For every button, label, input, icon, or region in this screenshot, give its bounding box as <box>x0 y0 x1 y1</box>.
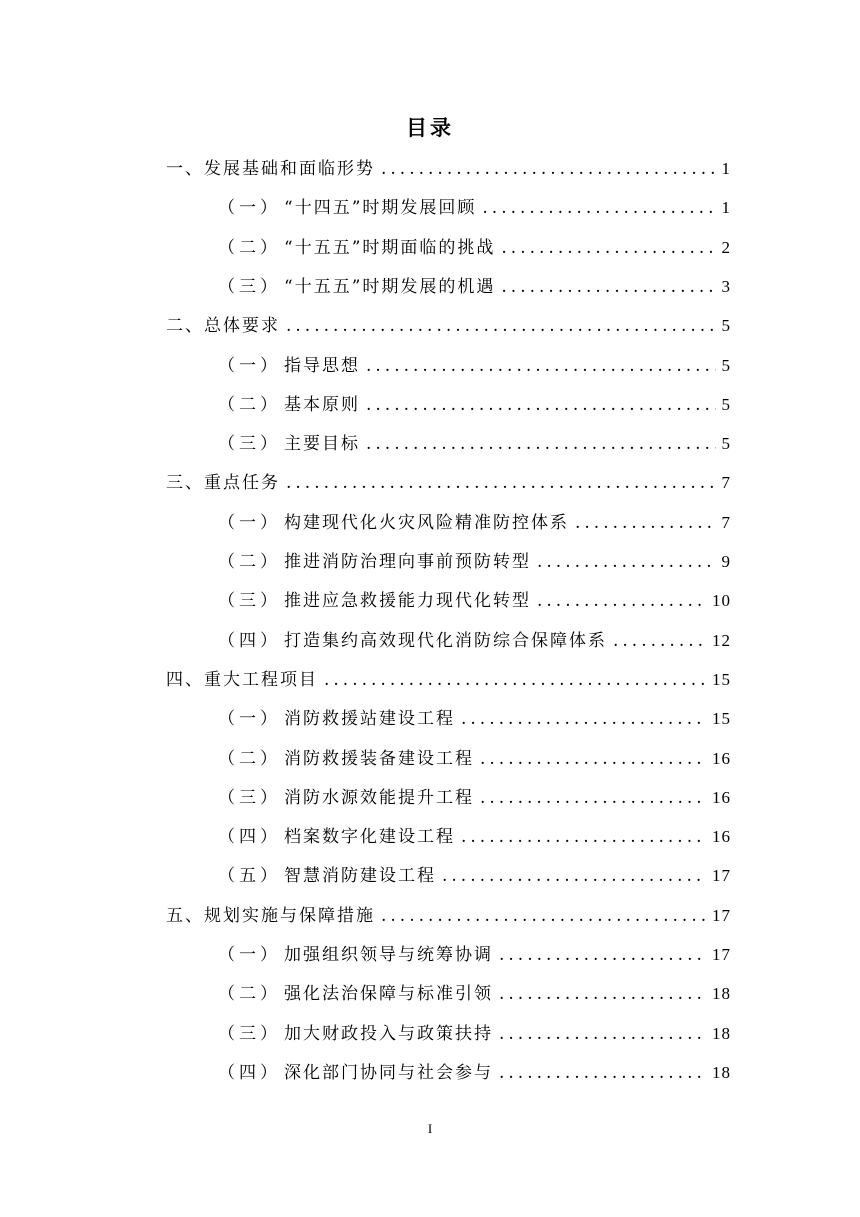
toc-entry-number: （四） <box>218 827 281 848</box>
toc-leader-dots <box>366 356 716 376</box>
page-title: 目录 <box>406 116 454 140</box>
toc-entry-title: 智慧消防建设工程 <box>284 866 436 887</box>
toc-section-entry[interactable] <box>218 783 731 808</box>
toc-entry-page: 1 <box>721 198 731 218</box>
toc-section-entry[interactable] <box>218 193 731 218</box>
toc-entry-number: （四） <box>218 630 281 651</box>
toc-entry-page: 17 <box>712 866 731 886</box>
toc-entry-title: 推进消防治理向事前预防转型 <box>284 552 531 572</box>
toc-entry-title: 三、重点任务 <box>166 473 280 494</box>
toc-entry-number: （三） <box>218 434 281 455</box>
toc-entry-title: “十五五”时期面临的挑战 <box>284 237 496 258</box>
toc-leader-dots <box>442 866 706 886</box>
toc-leader-dots <box>499 984 706 1004</box>
toc-section-entry[interactable] <box>218 704 731 729</box>
toc-entry-number: （三） <box>218 1023 281 1044</box>
toc-section-entry[interactable] <box>218 508 731 533</box>
toc-section-entry[interactable] <box>218 1019 731 1044</box>
toc-leader-dots <box>501 238 715 258</box>
toc-leader-dots <box>575 513 716 533</box>
toc-leader-dots <box>499 945 706 965</box>
toc-entry-page: 16 <box>712 748 731 768</box>
toc-section-entry[interactable] <box>218 861 731 886</box>
toc-entry-page: 18 <box>712 1062 731 1082</box>
toc-leader-dots <box>480 749 706 769</box>
toc-entry-page: 16 <box>712 787 731 807</box>
toc-entry-title: 五、规划实施与保障措施 <box>166 905 375 926</box>
toc-chapter-entry[interactable] <box>166 901 731 926</box>
toc-entry-title: 档案数字化建设工程 <box>284 827 455 848</box>
toc-entry-page: 17 <box>712 905 731 925</box>
toc-entry-title: 强化法治保障与标准引领 <box>284 984 493 1005</box>
toc-leader-dots <box>381 159 716 179</box>
toc-entry-number: （三） <box>218 591 281 612</box>
toc-leader-dots <box>324 670 706 690</box>
toc-entry-number: （五） <box>218 866 281 887</box>
toc-section-entry[interactable] <box>218 429 731 454</box>
toc-entry-page: 18 <box>712 1023 731 1043</box>
toc-entry-page: 10 <box>712 591 731 611</box>
toc-entry-number: （一） <box>218 512 281 533</box>
toc-entry-page: 2 <box>721 237 731 257</box>
toc-section-entry[interactable] <box>218 744 731 769</box>
toc-section-entry[interactable] <box>218 940 731 965</box>
toc-section-entry[interactable] <box>218 547 731 572</box>
toc-leader-dots <box>461 709 706 729</box>
toc-entry-page: 5 <box>721 394 731 414</box>
toc-leader-dots <box>286 316 716 336</box>
toc-entry-number: （四） <box>218 1062 281 1083</box>
toc-leader-dots <box>501 277 715 297</box>
toc-entry-number: （二） <box>218 394 281 415</box>
toc-section-entry[interactable] <box>218 390 731 415</box>
toc-entry-title: 打造集约高效现代化消防综合保障体系 <box>284 630 607 651</box>
toc-entry-number: （三） <box>218 787 281 808</box>
toc-entry-title: 消防救援装备建设工程 <box>284 748 474 769</box>
toc-leader-dots <box>366 434 716 454</box>
page-number: I <box>427 1121 433 1136</box>
toc-entry-title: 消防水源效能提升工程 <box>284 787 474 808</box>
toc-entry-page: 12 <box>712 630 731 650</box>
toc-leader-dots <box>381 906 706 926</box>
toc-entry-page: 15 <box>712 669 731 689</box>
toc-section-entry[interactable] <box>218 626 731 651</box>
toc-entry-title: 指导思想 <box>284 355 360 376</box>
toc-entry-page: 7 <box>721 473 731 493</box>
toc-section-entry[interactable] <box>218 1058 731 1083</box>
toc-entry-page: 15 <box>712 709 731 729</box>
toc-entry-page: 9 <box>721 552 731 571</box>
toc-entry-page: 7 <box>721 512 731 532</box>
toc-chapter-entry[interactable] <box>166 665 731 690</box>
toc-entry-title: 推进应急救援能力现代化转型 <box>284 591 531 612</box>
toc-section-entry[interactable] <box>218 272 731 297</box>
toc-leader-dots <box>537 552 716 572</box>
toc-leader-dots <box>482 198 715 218</box>
toc-leader-dots <box>499 1063 706 1083</box>
toc-entry-title: “十四五”时期发展回顾 <box>284 198 477 219</box>
toc-entry-page: 5 <box>721 355 731 375</box>
toc-entry-page: 5 <box>721 316 731 336</box>
toc-entry-title: 四、重大工程项目 <box>166 669 318 690</box>
toc-leader-dots <box>480 788 706 808</box>
toc-entry-page: 18 <box>712 984 731 1004</box>
toc-entry-page: 5 <box>721 434 731 454</box>
toc-entry-title: 二、总体要求 <box>166 316 280 337</box>
toc-chapter-entry[interactable] <box>166 311 731 336</box>
toc-leader-dots <box>613 631 706 651</box>
toc-chapter-entry[interactable] <box>166 468 731 493</box>
toc-entry-number: （二） <box>218 237 281 258</box>
toc-leader-dots <box>286 473 716 493</box>
toc-entry-number: （二） <box>218 984 281 1005</box>
toc-entry-number: （二） <box>218 552 281 572</box>
toc-section-entry[interactable] <box>218 979 731 1004</box>
toc-leader-dots <box>366 395 716 415</box>
toc-entry-title: 一、发展基础和面临形势 <box>166 159 375 179</box>
toc-entry-page: 1 <box>721 159 731 178</box>
toc-entry-title: 加大财政投入与政策扶持 <box>284 1023 493 1044</box>
toc-entry-page: 3 <box>721 276 731 296</box>
toc-entry-number: （二） <box>218 748 281 769</box>
toc-entry-number: （三） <box>218 276 281 297</box>
toc-entry-number: （一） <box>218 709 281 730</box>
toc-chapter-entry[interactable] <box>166 154 731 179</box>
toc-leader-dots <box>537 591 706 611</box>
toc-entry-title: 深化部门协同与社会参与 <box>284 1062 493 1083</box>
toc-section-entry[interactable] <box>218 233 731 258</box>
toc-section-entry[interactable] <box>218 586 731 611</box>
toc-entry-title: 基本原则 <box>284 394 360 415</box>
toc-leader-dots <box>499 1024 706 1044</box>
toc-section-entry[interactable] <box>218 822 731 847</box>
toc-entry-title: 消防救援站建设工程 <box>284 709 455 730</box>
toc-entry-title: “十五五”时期发展的机遇 <box>284 276 496 297</box>
toc-entry-number: （一） <box>218 945 281 965</box>
toc-entry-page: 17 <box>712 945 731 964</box>
toc-entry-title: 构建现代化火灾风险精准防控体系 <box>284 512 569 533</box>
toc-section-entry[interactable] <box>218 351 731 376</box>
toc-entry-number: （一） <box>218 198 281 219</box>
toc-entry-title: 加强组织领导与统筹协调 <box>284 945 493 965</box>
toc-entry-page: 16 <box>712 827 731 847</box>
toc-entry-title: 主要目标 <box>284 434 360 455</box>
toc-entry-number: （一） <box>218 355 281 376</box>
toc-leader-dots <box>461 827 706 847</box>
